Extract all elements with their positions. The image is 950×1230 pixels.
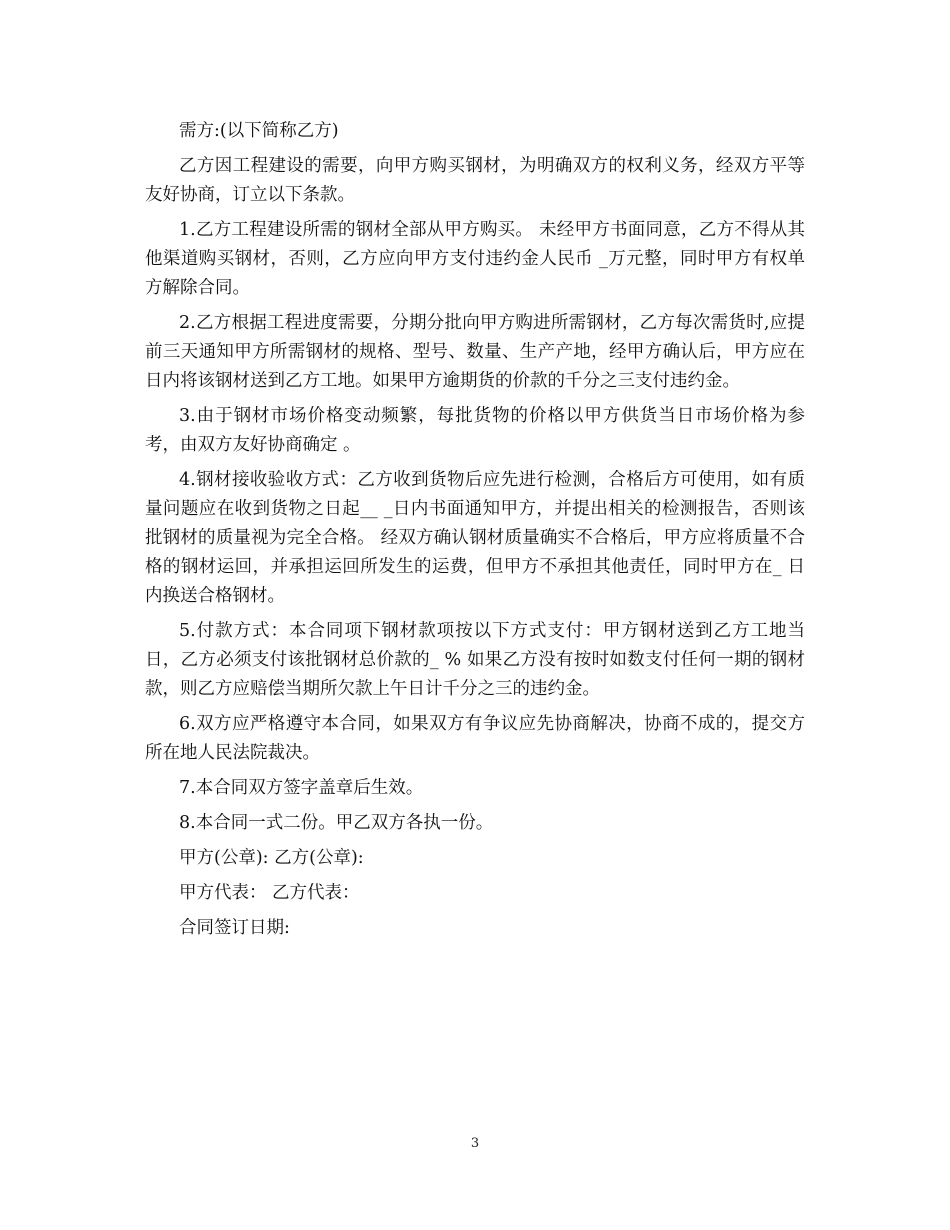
buyer-line: 需方:(以下简称乙方): [179, 121, 339, 141]
seal-line: 甲方(公章): 乙方(公章):: [179, 848, 364, 868]
clause-5: 5.付款方式：本合同项下钢材款项按以下方式支付：甲方钢材送到乙方工地当日，乙方必须支付该批钢材总价款的_ % 如果乙方没有按时如数支付任何一期的钢材款，则乙方应赔偿当期所欠款上午日计千分之三的违约金。: [145, 621, 805, 699]
clause-3: 3.由于钢材市场价格变动频繁，每批货物的价格以甲方供货当日市场价格为参考，由双方友好协商确定 。: [145, 406, 805, 455]
preamble-paragraph: 乙方因工程建设的需要，向甲方购买钢材，为明确双方的权利义务，经双方平等友好协商，订立以下条款。: [145, 156, 805, 205]
signing-date-line: 合同签订日期:: [179, 918, 290, 938]
representative-line: 甲方代表： 乙方代表：: [179, 883, 360, 903]
clause-1: 1.乙方工程建设所需的钢材全部从甲方购买。 未经甲方书面同意，乙方不得从其他渠道购买钢材，否则，乙方应向甲方支付违约金人民币 _万元整，同时甲方有权单方解除合同。: [145, 220, 805, 298]
clause-7: 7.本合同双方签字盖章后生效。: [179, 778, 424, 798]
contract-body: [145, 117, 805, 949]
clause-6: 6.双方应严格遵守本合同，如果双方有争议应先协商解决，协商不成的，提交方所在地人民法院裁决。: [145, 714, 805, 763]
page-number: 3: [470, 1136, 480, 1151]
clause-4: 4.钢材接收验收方式：乙方收到货物后应先进行检测，合格后方可使用，如有质量问题应在收到货物之日起__ _日内书面通知甲方，并提出相关的检测报告，否则该批钢材的质量视为完全合格。 经双方确认钢材质量确实不合格后，甲方应将质量不合格的钢材运回，并承担运回所发生的运费，但甲方不承担其他责任，同时甲方在_ 日内换送合格钢材。: [145, 470, 805, 606]
clause-2: 2.乙方根据工程进度需要，分期分批向甲方购进所需钢材，乙方每次需货时,应提前三天通知甲方所需钢材的规格、型号、数量、生产产地，经甲方确认后，甲方应在 日内将该钢材送到乙方工地。如果甲方逾期货的价款的千分之三支付违约金。: [145, 313, 805, 391]
clause-8: 8.本合同一式二份。甲乙双方各执一份。: [179, 813, 494, 833]
